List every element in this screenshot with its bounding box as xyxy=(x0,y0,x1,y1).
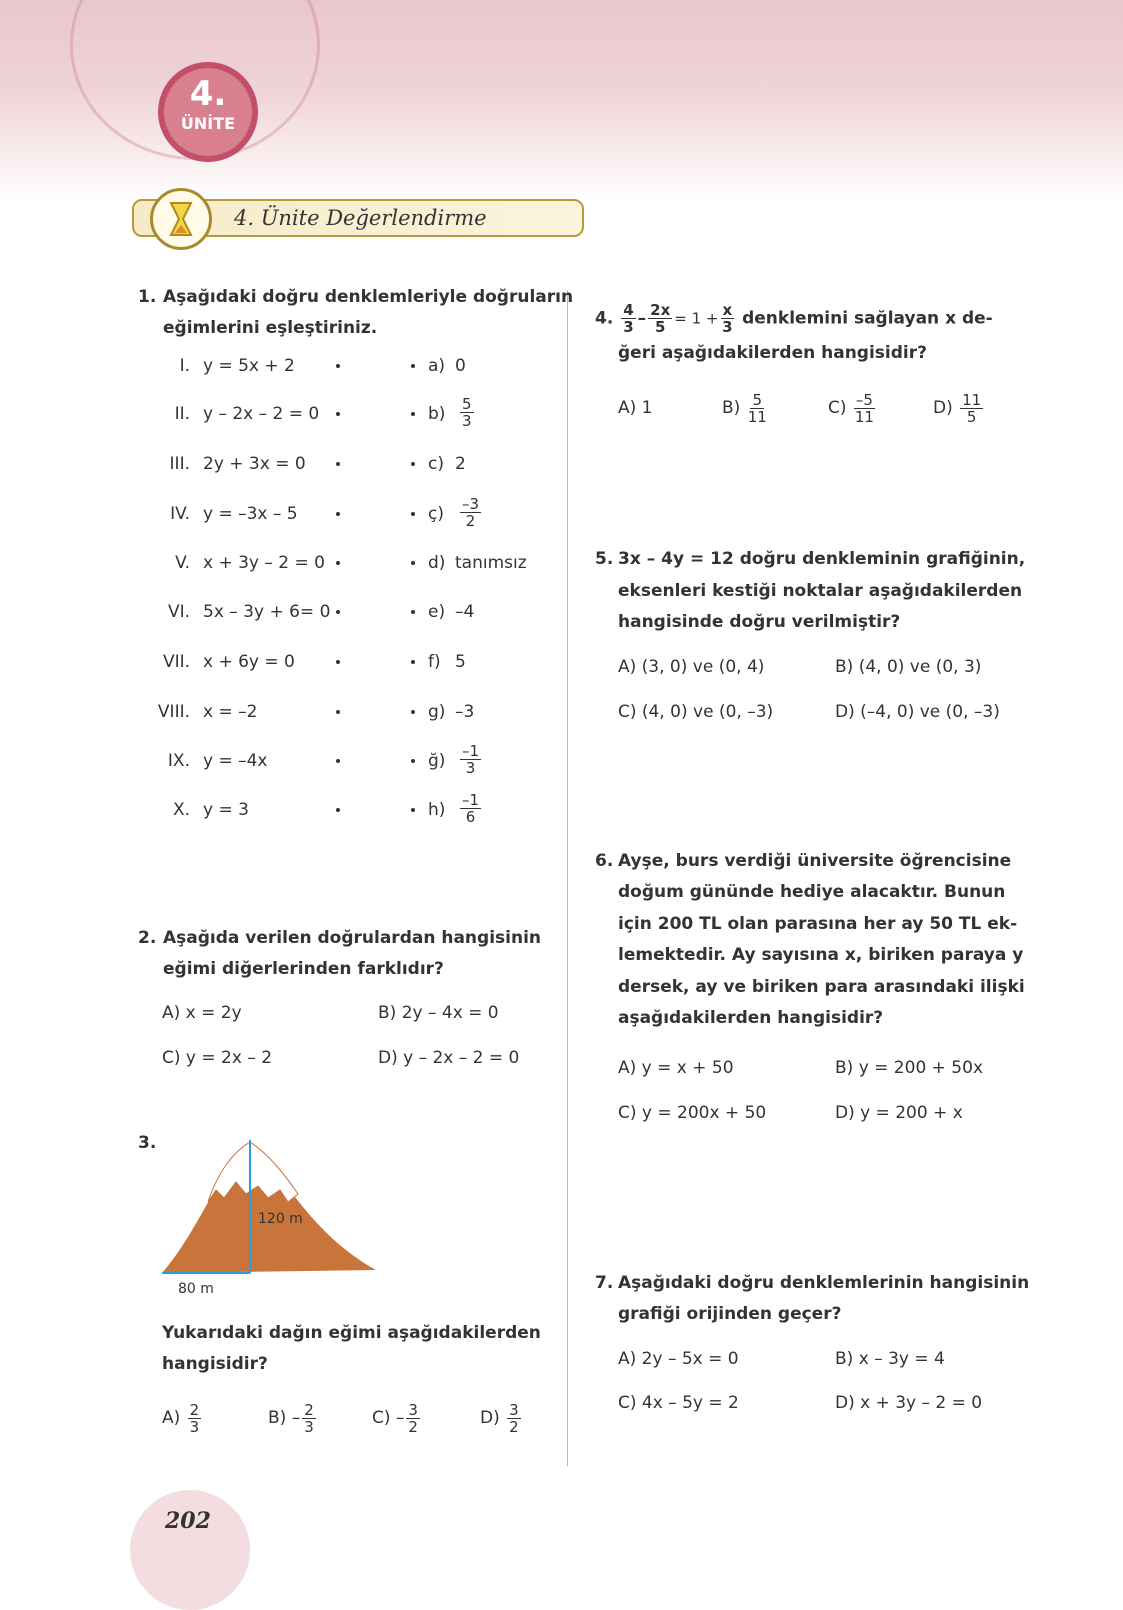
denominator: 3 xyxy=(189,1417,200,1436)
q2-option-b: B) 2y – 4x = 0 xyxy=(378,1003,499,1023)
sign: – xyxy=(395,1408,405,1428)
roman-numeral: VIII. xyxy=(157,702,190,722)
slope-letter: a) xyxy=(428,356,446,376)
roman-numeral: III. xyxy=(169,454,190,474)
q4-equation xyxy=(595,302,993,335)
match-dot-left[interactable] xyxy=(336,462,340,466)
equation: 2y + 3x = 0 xyxy=(203,454,306,474)
match-dot-left[interactable] xyxy=(336,561,340,565)
denominator: 3 xyxy=(722,318,733,336)
mountain-figure xyxy=(158,1132,383,1277)
slope-letter: ç) xyxy=(428,504,444,524)
q3-text-line2: hangisidir? xyxy=(162,1354,268,1374)
match-dot-left[interactable] xyxy=(336,710,340,714)
sign: – xyxy=(291,1408,301,1428)
roman-numeral: V. xyxy=(175,553,190,573)
option-letter: B) xyxy=(722,398,741,418)
slope-value: 2 xyxy=(455,454,466,474)
q3-text-line1: Yukarıdaki dağın eğimi aşağıdakilerden xyxy=(162,1323,541,1343)
q6-option-d: D) y = 200 + x xyxy=(835,1103,963,1123)
equation: y = –4x xyxy=(203,751,268,771)
slope-value: 0 xyxy=(455,356,466,376)
q6-line: Ayşe, burs verdiği üniversite öğrencisine xyxy=(618,851,1012,871)
option-letter: D) xyxy=(480,1408,500,1428)
slope-value: –4 xyxy=(455,602,475,622)
q5-option-a: A) (3, 0) ve (0, 4) xyxy=(618,657,765,677)
denominator: 3 xyxy=(304,1417,314,1436)
numerator: x xyxy=(722,301,733,319)
equation: y = 5x + 2 xyxy=(203,356,295,376)
fraction xyxy=(460,496,481,529)
numerator: –5 xyxy=(855,390,873,409)
match-dot-right[interactable] xyxy=(411,610,415,614)
q5-option-d: D) (–4, 0) ve (0, –3) xyxy=(835,702,1000,722)
q4-number: 4. xyxy=(595,308,614,329)
roman-numeral: X. xyxy=(172,800,190,820)
q2-text-line2: eğimi diğerlerinden farklıdır? xyxy=(163,959,444,979)
slope-letter: e) xyxy=(428,602,446,622)
unit-label: ÜNİTE xyxy=(180,114,236,133)
q1-text-line1: Aşağıdaki doğru denklemleriyle doğruların xyxy=(163,287,574,307)
q2-option-c: C) y = 2x – 2 xyxy=(162,1048,273,1068)
denominator: 6 xyxy=(465,808,476,826)
q4-text-line1: denklemini sağlayan x de- xyxy=(742,308,993,329)
q2-number: 2. xyxy=(138,928,157,948)
q5-text-line3: hangisinde doğru verilmiştir? xyxy=(618,612,901,632)
slope-value: –3 xyxy=(455,702,475,722)
equation: 5x – 3y + 6= 0 xyxy=(203,602,331,622)
q3-option xyxy=(162,1400,203,1436)
match-dot-right[interactable] xyxy=(411,462,415,466)
option-letter: A) xyxy=(162,1408,181,1428)
fraction xyxy=(460,396,474,429)
roman-numeral: IV. xyxy=(170,504,190,524)
page-number: 202 xyxy=(165,1508,211,1534)
q7-option-a: A) 2y – 5x = 0 xyxy=(618,1349,739,1369)
q6-line: doğum gününde hediye alacaktır. Bunun xyxy=(618,882,1006,902)
q4-text-line2: ğeri aşağıdakilerden hangisidir? xyxy=(618,343,927,363)
q2-option-a: A) x = 2y xyxy=(162,1003,242,1023)
q1-text-line2: eğimlerini eşleştiriniz. xyxy=(163,318,378,338)
q4-option-a: A) 1 xyxy=(618,398,653,418)
q4-option xyxy=(722,390,769,426)
numerator: 4 xyxy=(623,301,634,319)
match-dot-left[interactable] xyxy=(336,364,340,368)
match-dot-right[interactable] xyxy=(411,364,415,368)
q6-line: lemektedir. Ay sayısına x, biriken paraya y xyxy=(618,945,1024,965)
q2-option-d: D) y – 2x – 2 = 0 xyxy=(378,1048,520,1068)
q3-number: 3. xyxy=(138,1133,157,1153)
numerator: 2 xyxy=(304,1400,314,1419)
slope-letter: ğ) xyxy=(428,751,446,771)
equation: x + 3y – 2 = 0 xyxy=(203,553,325,573)
q6-line: için 200 TL olan parasına her ay 50 TL ek- xyxy=(618,914,1018,934)
q5-text-line1: 3x – 4y = 12 doğru denkleminin grafiğinin, xyxy=(618,549,1026,569)
denominator: 2 xyxy=(465,512,476,530)
q6-line: aşağıdakilerden hangisidir? xyxy=(618,1008,884,1028)
match-dot-right[interactable] xyxy=(411,759,415,763)
option-letter: C) xyxy=(372,1408,391,1428)
fraction xyxy=(621,302,635,335)
equation: y = 3 xyxy=(203,800,249,820)
fraction xyxy=(188,1402,202,1435)
equation: x + 6y = 0 xyxy=(203,652,295,672)
match-dot-right[interactable] xyxy=(411,412,415,416)
q5-option-c: C) (4, 0) ve (0, –3) xyxy=(618,702,774,722)
q7-option-c: C) 4x – 5y = 2 xyxy=(618,1393,739,1413)
equals-one-plus: = 1 + xyxy=(674,309,719,328)
numerator: 5 xyxy=(752,390,763,409)
equation: y – 2x – 2 = 0 xyxy=(203,404,320,424)
option-letter: B) xyxy=(268,1408,287,1428)
equation: y = –3x – 5 xyxy=(203,504,298,524)
q7-text-line1: Aşağıdaki doğru denklemlerinin hangisinin xyxy=(618,1273,1030,1293)
q1-number: 1. xyxy=(138,287,157,307)
fraction xyxy=(854,392,875,425)
roman-numeral: VI. xyxy=(167,602,190,622)
slope-letter: g) xyxy=(428,702,446,722)
match-dot-left[interactable] xyxy=(336,808,340,812)
numerator: 2 xyxy=(189,1400,200,1419)
match-dot-left[interactable] xyxy=(336,660,340,664)
fraction xyxy=(460,743,481,776)
denominator: 3 xyxy=(465,759,476,777)
option-letter: C) xyxy=(828,398,847,418)
q4-option xyxy=(933,390,985,426)
fraction xyxy=(302,1402,316,1435)
match-dot-right[interactable] xyxy=(411,561,415,565)
denominator: 11 xyxy=(747,407,767,426)
q6-number: 6. xyxy=(595,851,614,871)
slope-letter: c) xyxy=(428,454,444,474)
roman-numeral: IX. xyxy=(167,751,190,771)
match-dot-left[interactable] xyxy=(336,610,340,614)
slope-value xyxy=(458,792,483,825)
column-divider xyxy=(567,290,568,1466)
mountain-base-label: 80 m xyxy=(178,1281,214,1297)
slope-letter: f) xyxy=(428,652,441,672)
numerator: –1 xyxy=(462,742,480,760)
denominator: 11 xyxy=(854,407,874,426)
q5-text-line2: eksenleri kestiği noktalar aşağıdakilerden xyxy=(618,581,1023,601)
roman-numeral: I. xyxy=(179,356,190,376)
q6-line: dersek, ay ve biriken para arasındaki ilişki xyxy=(618,977,1025,997)
denominator: 5 xyxy=(966,407,977,426)
q6-option-b: B) y = 200 + 50x xyxy=(835,1058,984,1078)
denominator: 2 xyxy=(408,1417,418,1436)
fraction xyxy=(648,302,672,335)
q5-option-b: B) (4, 0) ve (0, 3) xyxy=(835,657,982,677)
match-dot-right[interactable] xyxy=(411,660,415,664)
roman-numeral: II. xyxy=(174,404,190,424)
numerator: 2x xyxy=(650,301,671,319)
denominator: 3 xyxy=(462,412,472,430)
denominator: 3 xyxy=(623,318,634,336)
hourglass-icon xyxy=(150,188,212,250)
q4-option xyxy=(828,390,877,426)
unit-number: 4. xyxy=(189,74,227,114)
match-dot-right[interactable] xyxy=(411,512,415,516)
q7-option-d: D) x + 3y – 2 = 0 xyxy=(835,1393,983,1413)
q3-option xyxy=(372,1400,422,1436)
numerator: 3 xyxy=(509,1400,519,1419)
slope-letter: b) xyxy=(428,404,446,424)
slope-value: tanımsız xyxy=(455,553,527,573)
slope-value xyxy=(458,496,483,529)
q7-option-b: B) x – 3y = 4 xyxy=(835,1349,945,1369)
fraction xyxy=(721,302,735,335)
minus: – xyxy=(637,308,647,329)
option-letter: D) xyxy=(933,398,953,418)
denominator: 2 xyxy=(509,1417,519,1436)
denominator: 5 xyxy=(655,318,666,336)
match-dot-left[interactable] xyxy=(336,512,340,516)
slope-value xyxy=(458,743,483,776)
q3-option xyxy=(268,1400,318,1436)
q6-option-a: A) y = x + 50 xyxy=(618,1058,734,1078)
equation: x = –2 xyxy=(203,702,258,722)
slope-letter: h) xyxy=(428,800,446,820)
slope-letter: d) xyxy=(428,553,446,573)
q6-option-c: C) y = 200x + 50 xyxy=(618,1103,767,1123)
slope-value xyxy=(458,396,476,429)
match-dot-right[interactable] xyxy=(411,808,415,812)
numerator: 3 xyxy=(408,1400,418,1419)
q7-number: 7. xyxy=(595,1273,614,1293)
numerator: 11 xyxy=(962,390,982,409)
fraction xyxy=(406,1402,420,1435)
fraction xyxy=(748,392,767,425)
mountain-height-label: 120 m xyxy=(258,1211,303,1227)
q7-text-line2: grafiği orijinden geçer? xyxy=(618,1304,842,1324)
roman-numeral: VII. xyxy=(162,652,190,672)
numerator: 5 xyxy=(462,395,472,413)
match-dot-left[interactable] xyxy=(336,759,340,763)
slope-value: 5 xyxy=(455,652,466,672)
q5-number: 5. xyxy=(595,549,614,569)
numerator: –1 xyxy=(462,791,480,809)
fraction xyxy=(507,1402,521,1435)
section-title: 4. Ünite Değerlendirme xyxy=(234,206,487,230)
unit-badge xyxy=(158,62,258,162)
q2-text-line1: Aşağıda verilen doğrulardan hangisinin xyxy=(163,928,542,948)
q3-option xyxy=(480,1400,523,1436)
match-dot-right[interactable] xyxy=(411,710,415,714)
match-dot-left[interactable] xyxy=(336,412,340,416)
fraction xyxy=(460,792,481,825)
fraction xyxy=(960,392,983,425)
numerator: –3 xyxy=(462,495,480,513)
